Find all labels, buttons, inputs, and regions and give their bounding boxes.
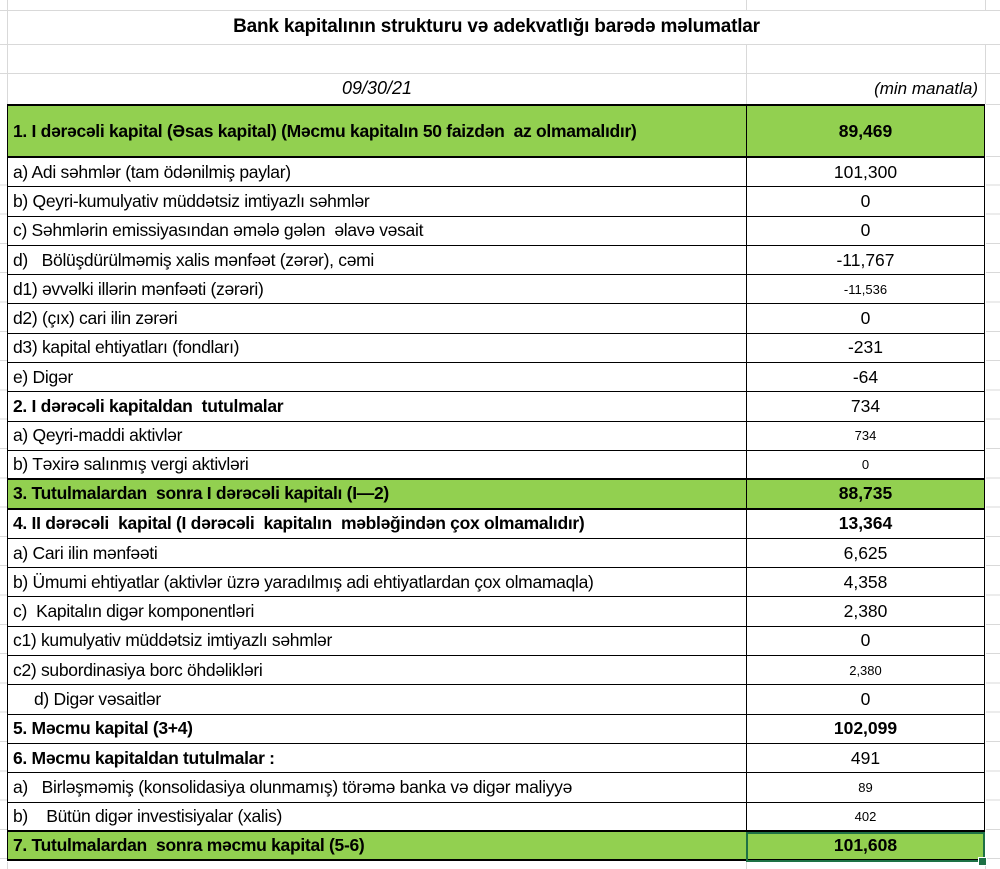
row-1b-noncumulative-shares <box>8 187 984 216</box>
cell-selection-outline <box>746 832 985 862</box>
row-label[interactable]: d3) kapital ehtiyatları (fondları) <box>8 334 747 362</box>
row-label[interactable]: e) Digər <box>8 363 747 391</box>
row-6a-unconsolidated-investments <box>8 773 984 802</box>
row-value[interactable]: 0 <box>860 688 871 709</box>
row-7-total-capital-after-deductions <box>8 832 984 861</box>
row-value[interactable]: 4,358 <box>843 571 888 592</box>
row-label[interactable]: 2. I dərəcəli kapitaldan tutulmalar <box>8 392 747 420</box>
row-2-tier1-deductions <box>8 392 984 421</box>
row-4d-other-funds <box>8 685 984 714</box>
gridline-strip-right <box>986 156 1000 862</box>
row-1c-share-emission-surplus <box>8 217 984 246</box>
row-value[interactable]: 6,625 <box>843 542 888 563</box>
row-label[interactable]: b) Bütün digər investisiyalar (xalis) <box>8 803 747 830</box>
row-label[interactable]: c) Kapitalın digər komponentləri <box>8 597 747 625</box>
row-label[interactable]: d2) (çıx) cari ilin zərəri <box>8 304 747 332</box>
row-value[interactable]: -231 <box>847 337 884 358</box>
row-value[interactable]: 89,469 <box>838 120 893 141</box>
row-2a-intangible-assets <box>8 422 984 451</box>
gridline <box>746 0 747 10</box>
report-date-cell[interactable]: 09/30/21 <box>341 78 413 98</box>
row-1-tier1-capital <box>8 106 984 158</box>
row-label[interactable]: 6. Məcmu kapitaldan tutulmalar : <box>8 744 747 772</box>
row-value[interactable]: 0 <box>860 308 871 329</box>
row-value[interactable]: -11,536 <box>843 281 888 297</box>
row-label[interactable]: b) Qeyri-kumulyativ müddətsiz imtiyazlı səhmlər <box>8 187 747 215</box>
gridline <box>986 104 1000 105</box>
gridline <box>985 862 986 869</box>
row-value[interactable]: 102,099 <box>833 718 898 739</box>
row-label[interactable]: c) Səhmlərin emissiyasından əmələ gələn əlavə vəsait <box>8 217 747 245</box>
row-label[interactable]: 1. I dərəcəli kapital (Əsas kapital) (Məcmu kapitalın 50 faizdən az olmamalıdır) <box>8 106 747 156</box>
gridline <box>985 44 986 104</box>
row-label[interactable]: 3. Tutulmalardan sonra I dərəcəli kapitalı (I—2) <box>8 480 747 507</box>
row-5-total-capital <box>8 715 984 744</box>
row-label[interactable]: a) Birləşməmiş (konsolidasiya olunmamış) törəmə banka və digər maliyyə <box>8 773 747 801</box>
row-label[interactable]: a) Adi səhmlər (tam ödənilmiş paylar) <box>8 158 747 186</box>
row-3-tier1-after-deductions <box>8 480 984 509</box>
sheet-title-cell[interactable]: Bank kapitalının strukturu və adekvatlığı barədə məlumatlar <box>233 16 760 37</box>
row-6b-all-other-investments <box>8 803 984 832</box>
row-label[interactable]: c1) kumulyativ müddətsiz imtiyazlı səhmlər <box>8 627 747 655</box>
row-label[interactable]: 4. II dərəcəli kapital (I dərəcəli kapitalın məbləğindən çox olmamalıdır) <box>8 510 747 538</box>
gridline <box>746 862 747 869</box>
row-label[interactable]: d) Digər vəsaitlər <box>8 685 747 713</box>
row-4c2-subordinated-debt <box>8 656 984 685</box>
row-value[interactable]: 491 <box>850 747 881 768</box>
row-value[interactable]: 2,380 <box>849 662 882 678</box>
row-label[interactable]: d) Bölüşdürülməmiş xalis mənfəət (zərər), cəmi <box>8 246 747 274</box>
row-value[interactable]: 734 <box>854 428 877 444</box>
row-label[interactable]: a) Cari ilin mənfəəti <box>8 539 747 567</box>
gridline <box>0 44 1000 45</box>
gridline-strip-left <box>0 156 7 862</box>
gridline <box>7 862 8 869</box>
row-4c-other-capital-components <box>8 597 984 626</box>
row-1a-ordinary-shares <box>8 158 984 187</box>
row-4a-current-year-profit <box>8 539 984 568</box>
row-value[interactable]: 0 <box>860 220 871 241</box>
row-2b-deferred-tax-assets <box>8 451 984 480</box>
row-6-total-capital-deductions <box>8 744 984 773</box>
row-1d1-prior-years-profit <box>8 275 984 304</box>
gridline <box>985 0 986 10</box>
row-1d-retained-earnings-total <box>8 246 984 275</box>
row-label[interactable]: 5. Məcmu kapital (3+4) <box>8 715 747 743</box>
row-value[interactable]: -11,767 <box>836 249 895 270</box>
row-value[interactable]: 402 <box>854 808 877 824</box>
row-1d3-capital-reserves <box>8 334 984 363</box>
row-value[interactable]: 89 <box>858 779 873 795</box>
capital-structure-table <box>7 104 985 861</box>
row-label[interactable]: d1) əvvəlki illərin mənfəəti (zərəri) <box>8 275 747 303</box>
row-value[interactable]: -64 <box>852 366 879 387</box>
row-value[interactable]: 734 <box>850 396 881 417</box>
row-label[interactable]: b) Təxirə salınmış vergi aktivləri <box>8 451 747 478</box>
row-value[interactable]: 0 <box>860 190 871 211</box>
row-4b-general-reserves <box>8 568 984 597</box>
currency-unit-cell[interactable]: (min manatla) <box>874 78 978 98</box>
row-label[interactable]: 7. Tutulmalardan sonra məcmu kapital (5-6) <box>8 832 747 859</box>
row-value[interactable]: 88,735 <box>838 483 893 504</box>
row-label[interactable]: c2) subordinasiya borc öhdəlikləri <box>8 656 747 684</box>
row-value[interactable]: 0 <box>860 630 871 651</box>
row-label[interactable]: b) Ümumi ehtiyatlar (aktivlər üzrə yaradılmış adi ehtiyatlardan çox olmamaqla) <box>8 568 747 596</box>
row-value[interactable]: 0 <box>861 457 870 473</box>
row-value[interactable]: 101,300 <box>833 161 898 182</box>
row-label[interactable]: a) Qeyri-maddi aktivlər <box>8 422 747 450</box>
row-4-tier2-capital <box>8 510 984 539</box>
row-value selected-cell[interactable]: 101,608 <box>747 832 984 859</box>
gridline <box>986 156 1000 157</box>
row-1d2-current-year-loss <box>8 304 984 333</box>
row-value[interactable]: 2,380 <box>843 601 888 622</box>
row-1e-other <box>8 363 984 392</box>
row-value[interactable]: 13,364 <box>838 513 893 534</box>
row-4c1-cumulative-shares <box>8 627 984 656</box>
